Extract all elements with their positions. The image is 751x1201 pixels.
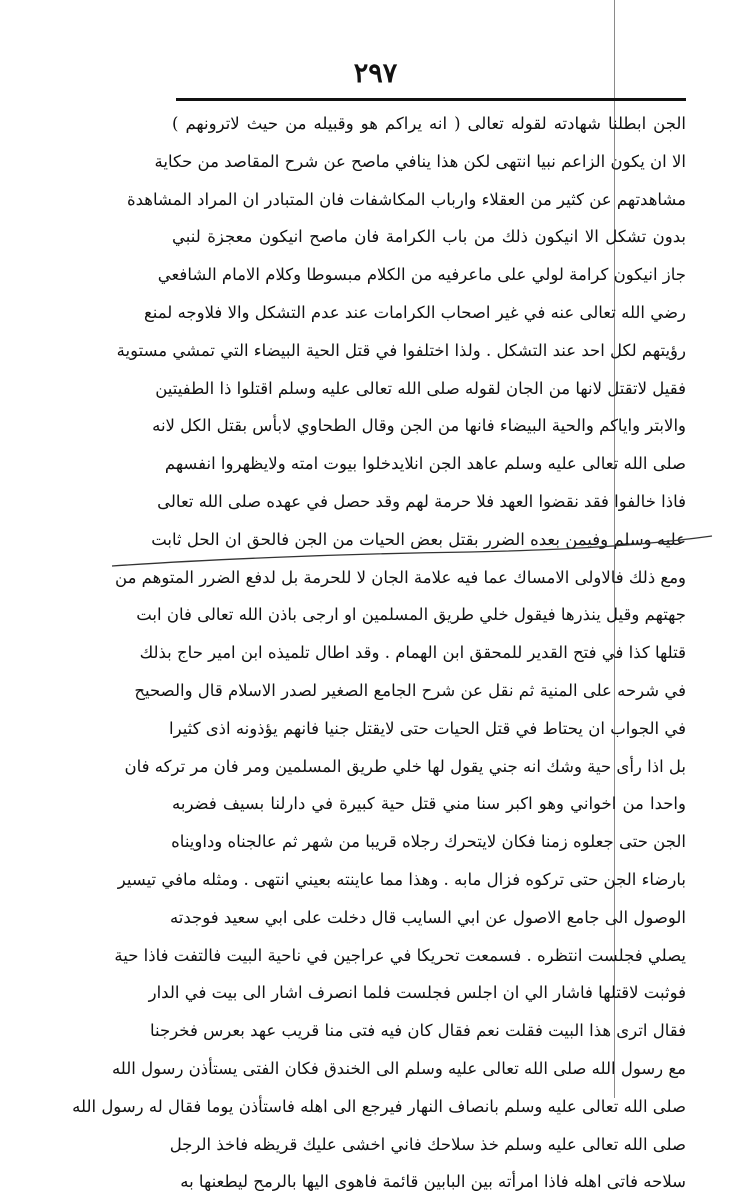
text-line: صلى الله تعالى عليه وسلم عاهد الجن انلايدخلوا بيوت امته ولايظهروا انفسهم — [164, 454, 686, 474]
header-rule — [176, 98, 686, 101]
text-line: الا ان يكون الزاعم نبيا انتهى لكن هذا ينافي ماصح عن شرح المقاصد من حكاية — [154, 151, 686, 171]
body-text — [72, 105, 686, 1201]
text-line: واحدا من اخواني وهو اكبر سنا مني قتل حية كبيرة في دارلنا بسيف فضربه — [172, 794, 686, 814]
text-line: رؤيتهم لكل احد عند التشكل . ولذا اختلفوا في قتل الحية البيضاء التي تمشي مستوية — [116, 340, 686, 360]
text-line: في الجواب ان يحتاط في قتل الحيات حتى لايقتل جنيا فانهم يؤذونه اذى كثيرا — [169, 718, 686, 738]
text-line: قتلها كذا في فتح القدير للمحقق ابن الهمام . وقد اطال تلميذه ابن امير حاج بذلك — [139, 643, 686, 663]
text-line: عليه وسلم وفيمن بعده الضرر بقتل بعض الحيات من الجن فالحق ان الحل ثابت — [151, 529, 686, 549]
text-line: جهتهم وقيل ينذرها فيقول خلي طريق المسلمين او ارجى باذن الله تعالى فان ابت — [136, 605, 686, 625]
text-line: فقال اترى هذا البيت فقلت نعم فقال كان فيه فتى منا قريب عهد بعرس فخرجنا — [150, 1021, 686, 1041]
text-line: صلى الله تعالى عليه وسلم خذ سلاحك فاني اخشى عليك قريظه فاخذ الرجل — [169, 1134, 686, 1154]
text-line: الوصول الى جامع الاصول عن ابي السايب قال دخلت على ابي سعيد فوجدته — [169, 907, 686, 927]
text-line: فاذا خالفوا فقد نقضوا العهد فلا حرمة لهم وقد حصل في عهده صلى الله تعالى — [157, 491, 686, 511]
text-line: بدون تشكل الا انيكون ذلك من باب الكرامة فان ماصح انيكون معجزة لنبي — [172, 227, 686, 247]
text-line: ومع ذلك فالاولى الامساك عما فيه علامة الجان لا للحرمة بل لدفع الضرر المتوهم من — [115, 567, 686, 587]
text-line: الجن حتى جعلوه زمنا فكان لايتحرك رجلاه قريبا من شهر ثم عالجناه وداويناه — [171, 832, 686, 852]
text-line: صلى الله تعالى عليه وسلم بانصاف النهار فيرجع الى اهله فاستأذن يوما فقال له رسول الله — [72, 1096, 686, 1116]
text-line: فقيل لاتقتل لانها من الجان لقوله صلى الله تعالى عليه وسلم اقتلوا ذا الطفيتين — [155, 378, 686, 398]
text-line: والابتر واياكم والحية البيضاء فانها من الجن وقال الطحاوي لابأس بقتل الكل لانه — [152, 416, 686, 436]
text-line: بل اذا رأى حية وشك انه جني يقول لها خلي طريق المسلمين ومر فان مر تركه فان — [124, 756, 686, 776]
text-line: فوثبت لاقتلها فاشار الي ان اجلس فجلست فلما انصرف اشار الى بيت في الدار — [148, 983, 686, 1003]
text-line: يصلي فجلست انتظره . فسمعت تحريكا في عراجين في ناحية البيت فالتفت فاذا حية — [114, 945, 686, 965]
text-line: مع رسول الله صلى الله تعالى عليه وسلم الى الخندق فكان الفتى يستأذن رسول الله — [111, 1058, 686, 1078]
text-line: الجن ابطلنا شهادته لقوله تعالى ( انه يراكم هو وقبيله من حيث لاترونهم ) — [172, 114, 686, 133]
text-line: بارضاء الجن حتى تركوه فزال مابه . وهذا مما عاينته بعيني انتهى . ومثله مافي تيسير — [117, 869, 686, 889]
text-line: في شرحه على المنية ثم نقل عن شرح الجامع الصغير لصدر الاسلام قال والصحيح — [134, 680, 686, 700]
text-line: سلاحه فاتى اهله فاذا امرأته بين البابين قائمة فاهوى اليها بالرمح ليطعنها به — [180, 1172, 686, 1192]
text-line: جاز انيكون كرامة لولي على ماعرفيه من الكلام مبسوطا وكلام الامام الشافعي — [157, 265, 686, 285]
text-line: رضي الله تعالى عنه في غير اصحاب الكرامات عند عدم التشكل والا فلاوجه لمنع — [144, 302, 686, 322]
text-line: مشاهدتهم عن كثير من العقلاء وارباب المكاشفات فان المتبادر ان المراد المشاهدة — [126, 189, 686, 209]
page-number: ٢٩٧ — [353, 58, 398, 89]
